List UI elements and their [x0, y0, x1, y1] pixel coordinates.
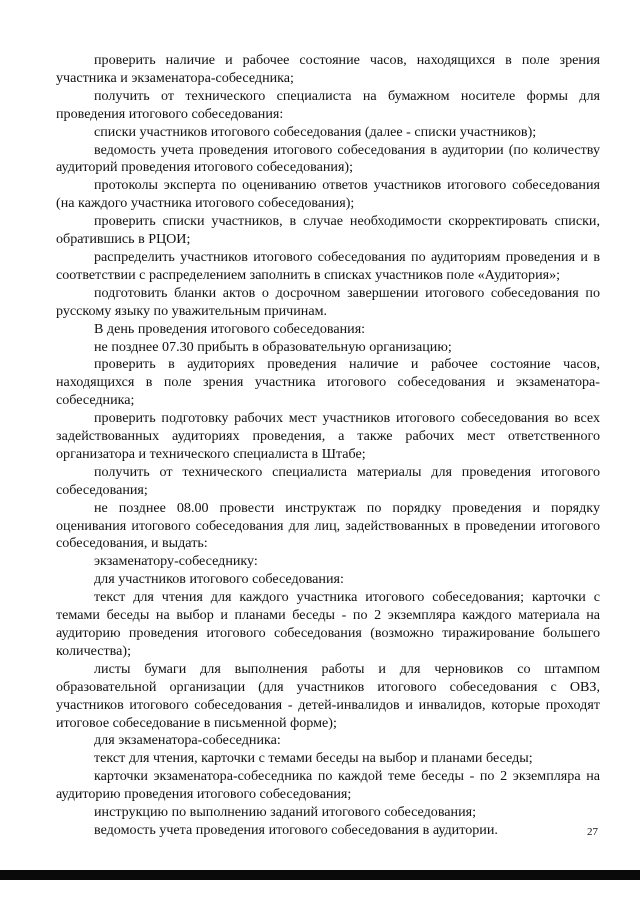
- paragraph: ведомость учета проведения итогового собеседования в аудитории (по количеству аудиторий проведения итогового собеседования);: [56, 141, 600, 176]
- paragraph: экзаменатору-собеседнику:: [94, 553, 258, 570]
- paragraph: протоколы эксперта по оцениванию ответов участников итогового собеседования (на каждого участника итогового собеседования);: [56, 177, 600, 212]
- paragraph: карточки экзаменатора-собеседника по каждой теме беседы - по 2 экземпляра на аудиторию проведения итогового собеседования;: [56, 768, 600, 803]
- paragraph: проверить в аудиториях проведения наличие и рабочее состояние часов, находящихся в поле зрения участника итогового собеседования и экзаменатора-собеседника;: [56, 356, 600, 409]
- paragraph: распределить участников итогового собеседования по аудиториям проведения и в соответствии с распределением заполнить в списках участников поле «Аудитория»;: [56, 248, 600, 283]
- paragraph: ведомость учета проведения итогового собеседования в аудитории.: [94, 821, 498, 838]
- paragraph: подготовить бланки актов о досрочном завершении итогового собеседования по русскому языку по уважительным причинам.: [56, 284, 600, 319]
- document-body: [56, 52, 600, 840]
- paragraph: проверить подготовку рабочих мест участников итогового собеседования во всех задействованных аудиториях проведения, а также рабочих мест ответственного организатора и технического специалиста в Штабе;: [56, 410, 600, 462]
- paragraph: проверить списки участников, в случае необходимости скорректировать списки, обратившись в РЦОИ;: [56, 213, 600, 248]
- paragraph: инструкцию по выполнению заданий итогового собеседования;: [94, 804, 477, 821]
- paragraph: списки участников итогового собеседования (далее - списки участников);: [94, 123, 537, 140]
- paragraph: проверить наличие и рабочее состояние часов, находящихся в поле зрения участника и экзаменатора-собеседника;: [56, 52, 600, 86]
- paragraph: листы бумаги для выполнения работы и для черновиков со штампом образовательной организации (для участников итогового собеседования с ОВЗ, участников итогового собеседования - детей-инвалидов и инвалидов, которые проходят итоговое собеседование в письменной форме);: [56, 660, 600, 731]
- paragraph: для участников итогового собеседования:: [94, 571, 344, 588]
- paragraph: получить от технического специалиста материалы для проведения итогового собеседования;: [56, 463, 600, 498]
- paragraph: текст для чтения, карточки с темами беседы на выбор и планами беседы;: [94, 750, 533, 767]
- page-number: 27: [587, 826, 598, 838]
- section-heading: В день проведения итогового собеседования:: [94, 320, 366, 337]
- paragraph: для экзаменатора-собеседника:: [94, 732, 281, 749]
- scan-edge-bar: [0, 870, 640, 880]
- paragraph: получить от технического специалиста на бумажном носителе формы для проведения итогового собеседования:: [56, 87, 600, 122]
- paragraph: текст для чтения для каждого участника итогового собеседования; карточки с темами беседы на выбор и планами беседы - по 2 экземпляра каждого материала на аудиторию проведения итогового собеседования (возможно тиражирование большего количества);: [56, 589, 600, 659]
- paragraph: не позднее 08.00 провести инструктаж по порядку проведения и порядку оценивания итогового собеседования для лиц, задействованных в проведении итогового собеседования, и выдать:: [56, 499, 600, 552]
- paragraph: не позднее 07.30 прибыть в образовательную организацию;: [94, 338, 452, 355]
